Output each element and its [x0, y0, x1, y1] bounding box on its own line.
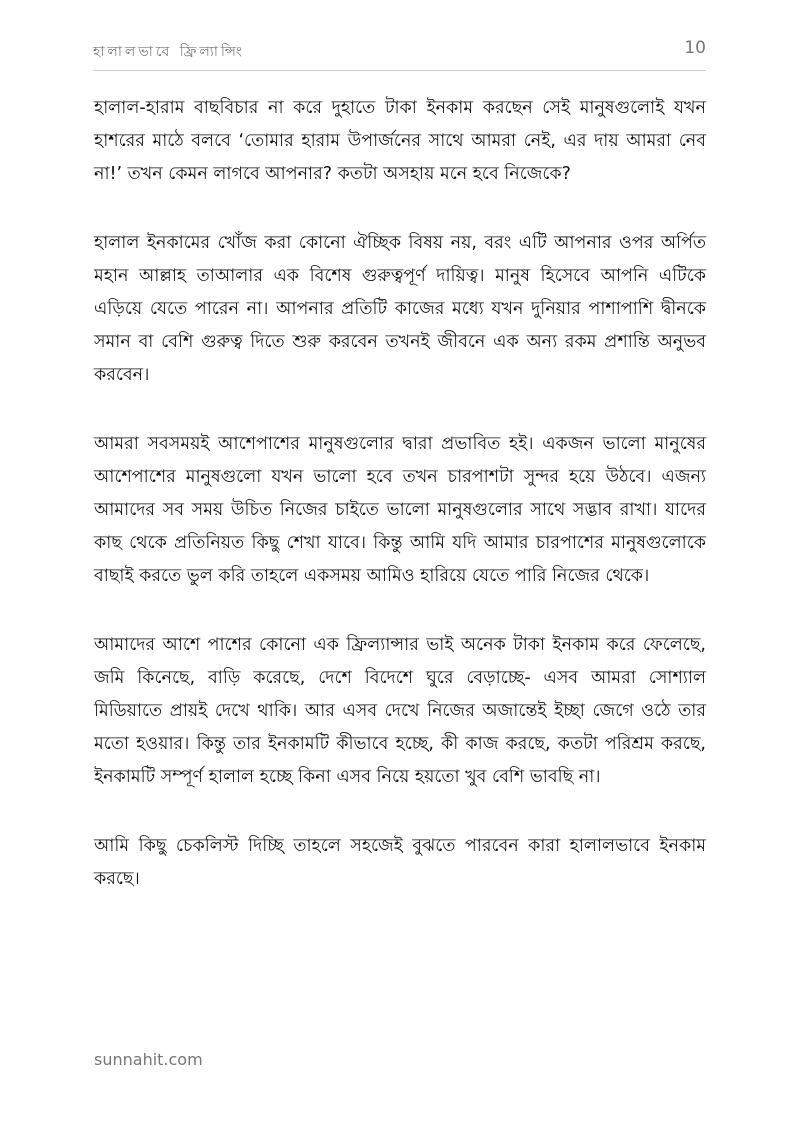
running-title: হালালভাবে ফ্রিল্যান্সিং	[93, 44, 245, 60]
page-number: 10	[684, 38, 706, 58]
paragraph-3: আমরা সবসময়ই আশেপাশের মানুষগুলোর দ্বারা প্রভাবিত হই। একজন ভালো মানুষের আশেপাশের মানুষগুলো যখন ভালো হবে তখন চারপাশটা সুন্দর হয়ে উঠবে। এজন্য আমাদের সব সময় উচিত নিজের চাইতে ভালো মানুষগুলোর সাথে সদ্ভাব রাখা। যাদের কাছ থেকে প্রতিনিয়ত কিছু শেখা যাবে। কিন্তু আমি যদি আমার চারপাশের মানুষগুলোকে বাছাই করতে ভুল করি তাহলে একসময় আমিও হারিয়ে যেতে পারি নিজের থেকে।	[94, 434, 706, 586]
page-header	[93, 36, 706, 71]
paragraph-2: হালাল ইনকামের খোঁজ করা কোনো ঐচ্ছিক বিষয় নয়, বরং এটি আপনার ওপর অর্পিত মহান আল্লাহ তাআলার এক বিশেষ গুরুত্বপূর্ণ দায়িত্ব। মানুষ হিসেবে আপনি এটিকে এড়িয়ে যেতে পারেন না। আপনার প্রতিটি কাজের মধ্যে যখন দুনিয়ার পাশাপাশি দ্বীনকে সমান বা বেশি গুরুত্ব দিতে শুরু করবেন তখনই জীবনে এক অন্য রকম প্রশান্তি অনুভব করবেন।	[94, 233, 706, 385]
footer-site-link[interactable]: sunnahit.com	[94, 1050, 203, 1069]
paragraph-1: হালাল-হারাম বাছবিচার না করে দুহাতে টাকা ইনকাম করছেন সেই মানুষগুলোই যখন হাশরের মাঠে বলবে ‘তোমার হারাম উপার্জনের সাথে আমরা নেই, এর দায় আমরা নেব না!’ তখন কেমন লাগবে আপনার? কতটা অসহায় মনে হবে নিজেকে?	[94, 98, 706, 184]
paragraph-5: আমি কিছু চেকলিস্ট দিচ্ছি তাহলে সহজেই বুঝতে পারবেন কারা হালালভাবে ইনকাম করছে।	[94, 836, 706, 889]
body-text	[94, 92, 706, 932]
paragraph-4: আমাদের আশে পাশের কোনো এক ফ্রিল্যান্সার ভাই অনেক টাকা ইনকাম করে ফেলেছে, জমি কিনেছে, বাড়ি করেছে, দেশে বিদেশে ঘুরে বেড়াচ্ছে- এসব আমরা সোশ্যাল মিডিয়াতে প্রায়ই দেখে থাকি। আর এসব দেখে নিজের অজান্তেই ইচ্ছা জেগে ওঠে তার মতো হওয়ার। কিন্তু তার ইনকামটি কীভাবে হচ্ছে, কী কাজ করছে, কতটা পরিশ্রম করছে, ইনকামটি সম্পূর্ণ হালাল হচ্ছে কিনা এসব নিয়ে হয়তো খুব বেশি ভাবছি না।	[94, 635, 706, 787]
